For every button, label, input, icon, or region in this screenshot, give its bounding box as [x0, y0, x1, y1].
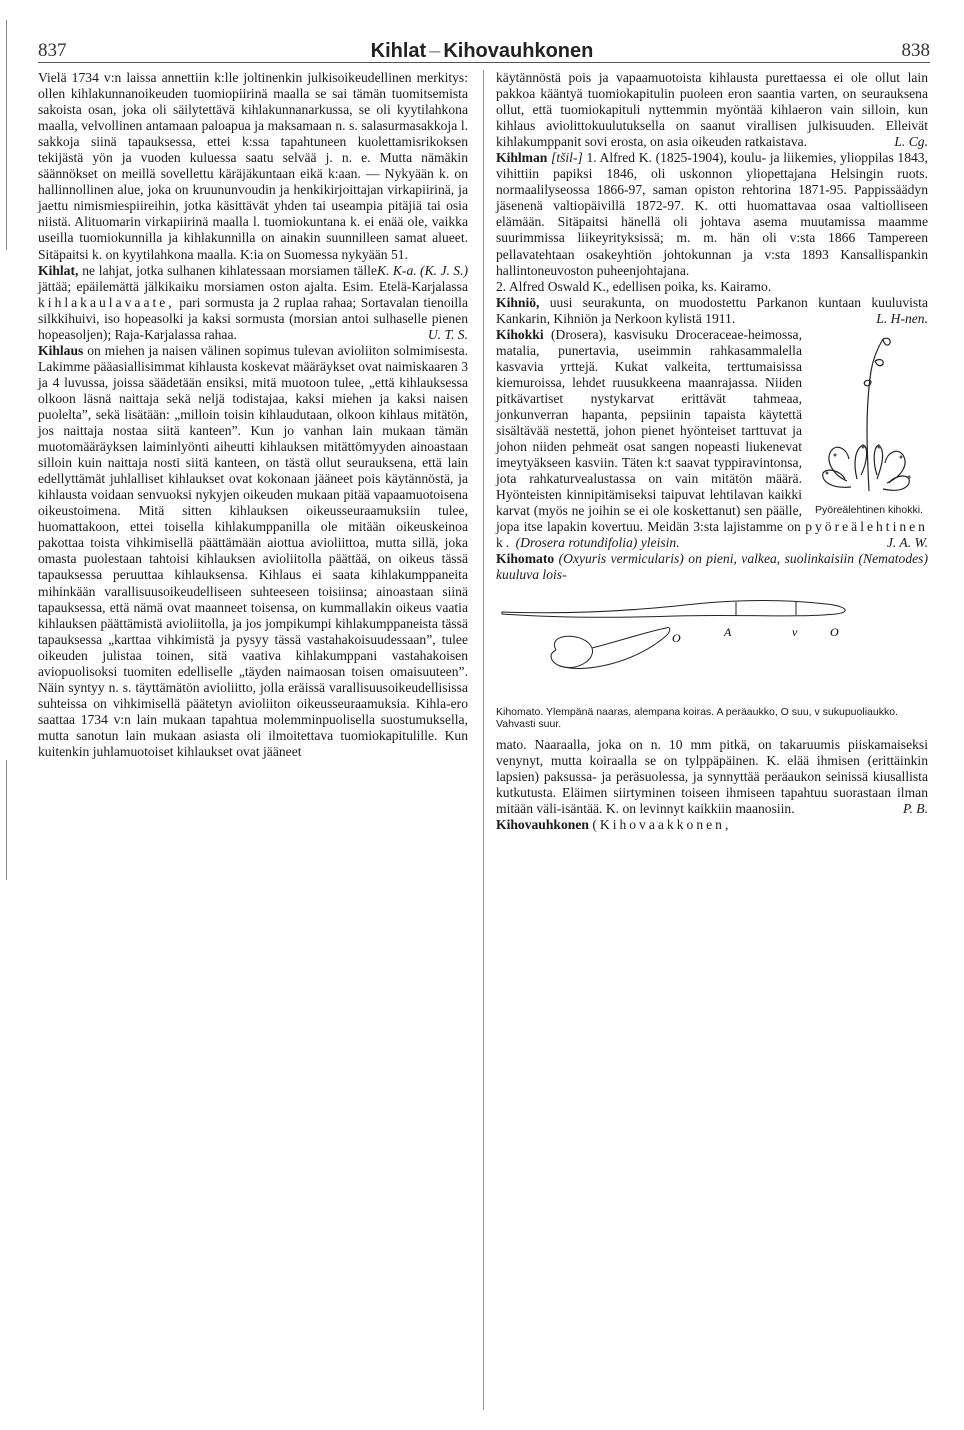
- running-title: Kihlat – Kihovauhkonen: [370, 40, 594, 62]
- running-title-first: Kihlat: [370, 40, 427, 62]
- entry-kihlman: Kihlman [tšil-] 1. Alfred K. (1825-1904), koulu- ja liikemies, ylioppilas 1843, vihittiin papiksi 1846, oli uskonnon yliopettajana Helsingin ruots. normaalilyseossa 1866-97, saman opiston rehtorina 1871-95. Pappissäädyn jäsenenä valtiopäivillä 1872-97. K. otti huomattavaa osaa valtiolliseen elämään. Sitäpaitsi hänellä oli johtava asema muutamissa maamme suurimmissa liikeyrityksissä; m. m. hän oli v:sta 1866 Tampereen pellavatehtaan osakeyhtiön johtokunnan ja v:sta 1893 Kansallispankin hallintoneuvoston puheenjohtajana.: [496, 150, 928, 278]
- fig-label-o: O: [830, 624, 839, 639]
- entry-kihlakunta-continued: Vielä 1734 v:n laissa annettiin k:lle joltinenkin julkisoikeudellinen merkitys: ollen kihlakunnanoikeuden tuomiopiirinä maalla se sai tämän tuomitsemista sakoista osan, joka oli säilytettävä kihlakunnanarkussa, se oli kyytilahkona maalla, velvollinen antamaan paloapua ja maksamaan n. s. salasurmasakkoja l. sakkoja siinä tapauksessa, ettei k:ssa tapahtuneen kuolettamisrikoksen tekijästä yön ja vuoden kuluessa saatu selvää j. n. e. Mutta nämäkin säännökset on meillä sovellettu käräjäkuntaan eikä k:aan. — Nykyään k. on hallinnollinen alue, joka on kruununvoudin ja henkikirjoittajan virkapiirinä, ja jaettu nimismiespiireihin, jotka käsittävät yhden tai useampia pitäjiä tai osia niistä. Alituomarin virkapiirinä maalla l. tuomiokuntana k. ei enää ole, vaikka useilla tuomiokunnilla ja kihlakunnilla on ainakin suunnilleen samat alueet. Sitäpaitsi k. on kyytilahkona maalla. K:ia on Suomessa nykyään 51. K. K-a. (K. J. S.): [38, 70, 468, 278]
- left-column: [38, 70, 468, 760]
- right-page-number: 838: [901, 40, 930, 61]
- sundew-figure: [810, 331, 928, 517]
- headword: Kihovauhkonen: [496, 816, 589, 832]
- headword: Kihomato: [496, 551, 555, 567]
- signature: K. K-a. (K. J. S.): [377, 262, 468, 278]
- headword: Kihlman: [496, 150, 548, 166]
- entry-kihlaus-continued: käytännöstä pois ja vapaamuotoista kihlausta purettaessa ei ole ollut lain pakkoa kääntyä tuomiokapitulin puoleen eron saantia varten, on seurauksena ollut, että tuomiokapituli nyttemmin myöntää kihlaeron vain silloin, kun kihlaus aviolittokuulutuksella on saanut virallisen julkisuuden. Elleivät kihlakumppanit sovi erosta, on asia oikeuden ratkaistava. L. Cg.: [496, 70, 928, 150]
- signature: P. B.: [902, 800, 928, 816]
- entry-kihovauhkonen: Kihovauhkonen (Kihovaakkonen,: [496, 816, 732, 832]
- fig-label-a: A: [724, 624, 732, 639]
- running-title-second: Kihovauhkonen: [443, 40, 594, 62]
- entry-kihomato-continued: mato. Naaraalla, joka on n. 10 mm pitkä, on takaruumis piiskamaiseksi venynyt, mutta koiraalla se on tylppäpäinen. K. elää ihmisen (erittäinkin lapsien) paksussa- ja peräsuolessa, ja synnyttää peräaukon seinissä kiusallista kutkutusta. Eläimen siirtyminen toiseen ihmiseen tapahtuu suorastaan ilman mitään väli-isäntää. K. on levinnyt kaikkiin maanosiin. P. B.: [496, 736, 928, 816]
- entry-kihokki: Kihokki Pyöreälehtinen kihokki. (Drosera), kasvisuku Droceraceae-heimossa, matalia, punertavia, useimmin rahkasammalella kasvavia yrttejä. Kukat valkeita, terttumaisissa kiemuroissa, lehdet ruusukkeena maanrajassa. Niiden pitkävartiset nystykarvat erittävät tahmeaa, jonkunverran hapanta, pepsiinin tapaista käytettä sisältävää nestettä, johon pienet hyönteiset tarttuvat ja johon niiden pehmeät osat sangen nopeasti liukenevat imeytyäkseen kasviin. Täten k:t saavat typpiravintonsa, jota rahkaturvealustassa on vain mitätön määrä. Hyönteisten kinnipitämiseksi taipuvat lehtilavan kaikki karvat (myös ne joihin se ei ole koskettanut) sen päälle, jopa itse lapakin kovertuu. Meidän 3:sta lajistamme on pyöreälehtinen k. (Drosera rotundifolia) yleisin. J. A. W.: [496, 326, 928, 551]
- headword: Kihlat,: [38, 262, 79, 278]
- signature: J. A. W.: [886, 535, 928, 551]
- column-divider: [483, 70, 484, 1410]
- sundew-caption: Pyöreälehtinen kihokki.: [815, 503, 923, 516]
- header-rule: [38, 62, 930, 63]
- entry-kihomato: Kihomato (Oxyuris vermicularis) on pieni, valkea, suolinkaisiin (Nematodes) kuuluva lois-: [496, 551, 928, 583]
- pinworm-illustration: [496, 592, 928, 704]
- headword: Kihokki: [496, 326, 544, 342]
- signature: L. H-nen.: [876, 310, 928, 326]
- entry-kihlaus: Kihlaus on miehen ja naisen välinen sopimus tulevan avioliiton solmimisesta. Lakimme pääasiallisimmat kihlausta koskevat määräykset ovat naimiskaaren 3 ja 4 luvussa, joissa säädetään ensiksi, mitä muotoon tulee, „että kihlauksessa olkoon läsnä naittaja sekä neljä todistajaa, kaksi miehen ja kaksi naisen puolelta”, sekä lisätään: „milloin toisin kihlaudutaan, olkoon kihlaus mitätön, jos naittaja nostaa siitä kanteen”. Kun jo vanhan lain mukaan tämän muotomääräyksen laiminlyönti aiheutti kihlauksen mitättömyyden ainoastaan silloin kuin naittaja nosti siitä kanteen, on tästä ollut seurauksena, että lain edellyttämät juhlalliset kihlaukset ovat kokonaan jääneet pois käytännöstä, ja kihlausta voidaan senvuoksi nykyjen oikeuden mukaan pitää vapaamuotoisena oikeustoimena. Mitä sitten kihlauksen oikeusseuraamuksiin tulee, huomattakoon, ettei toisella kihlakumppanilla ole mitään oikeuskeinoa pakottaa toista vihkimisellä päättämään aiottua avioliittoa, mutta sillä, joka omasta puolestaan tahtoisi kihlauksen avioliitolla päättää, on oikeus tässä tapauksessa peruuttaa kihlauksensa. Kihlaus ei saata kihlakumppaneita mihinkään varallisuusoikeudelliseen suhteeseen toisiinsa; ainoastaan siinä tapauksessa, että nämä ovat maanneet toisensa, on kummallakin oikeus vaatia kihlauksen päättämistä avioliitolla, ja jos jompikumpi kihlakumppaneista tässä tapauksessa „karttaa vihkimistä ja pysyy tässä vastahakoisuudessaan”, tulee oikeuden julistaa toinen, sitä vaativa kihlakumppani vastahakoisen aviopuolisoksi tuomiten edelliselle „täyden naimaosan toisen omaisuuteen”. Näin syntyy n. s. täyttämätön avioliitto, jolla eräissä varallisuusoikeudellisissa suhteissa on vihkimisellä päätetyn avioliiton oikeusseuraamuksia. Kihla-ero saattaa 1734 v:n lain mukaan tapahtua molemminpuolisella suostumuksella, mutta sanotun lain mukaan asiasta oli ilmoitettava tuomiokapitulille. Kun kuitenkin juhlamuotoiset kihlaukset ovat jääneet: [38, 342, 468, 759]
- right-column: [496, 70, 928, 833]
- headword: Kihlaus: [38, 342, 84, 358]
- signature: L. Cg.: [894, 134, 928, 150]
- headword: Kihniö,: [496, 294, 540, 310]
- sundew-illustration: [817, 331, 921, 501]
- entry-kihnio: Kihniö, uusi seurakunta, on muodostettu Parkanon kuntaan kuuluvista Kankarin, Kihniön ja Nerkoon kylistä 1911. L. H-nen.: [496, 294, 928, 326]
- signature: U. T. S.: [427, 326, 468, 342]
- pinworm-caption: Kihomato. Ylempänä naaras, alempana koiras. A peräaukko, O suu, v sukupuoliaukko. Vahvasti suur.: [496, 705, 898, 730]
- scan-edge-mark: [6, 760, 7, 880]
- fig-label-v: v: [792, 624, 798, 639]
- entry-kihlat: Kihlat, ne lahjat, jotka sulhanen kihlatessaan morsiamen tälle jättää; epäilemättä jälkikaiku morsiamen oston ajalta. Esim. Etelä-Karjalassa kihlakaulavaate, pari sormusta ja 2 ruplaa rahaa; Sortavalan tienoilla silkkihuivi, iso hopeasolki ja kaksi sormusta (morsian antoi sulhaselle pienen hopeasoljen); Raja-Karjalassa rahaa. U. T. S.: [38, 262, 468, 342]
- left-page-number: 837: [38, 40, 67, 61]
- fig-label-o-male: O: [672, 630, 681, 645]
- pinworm-figure: [496, 592, 928, 731]
- entry-kihlman-2: 2. Alfred Oswald K., edellisen poika, ks. Kairamo.: [496, 278, 772, 294]
